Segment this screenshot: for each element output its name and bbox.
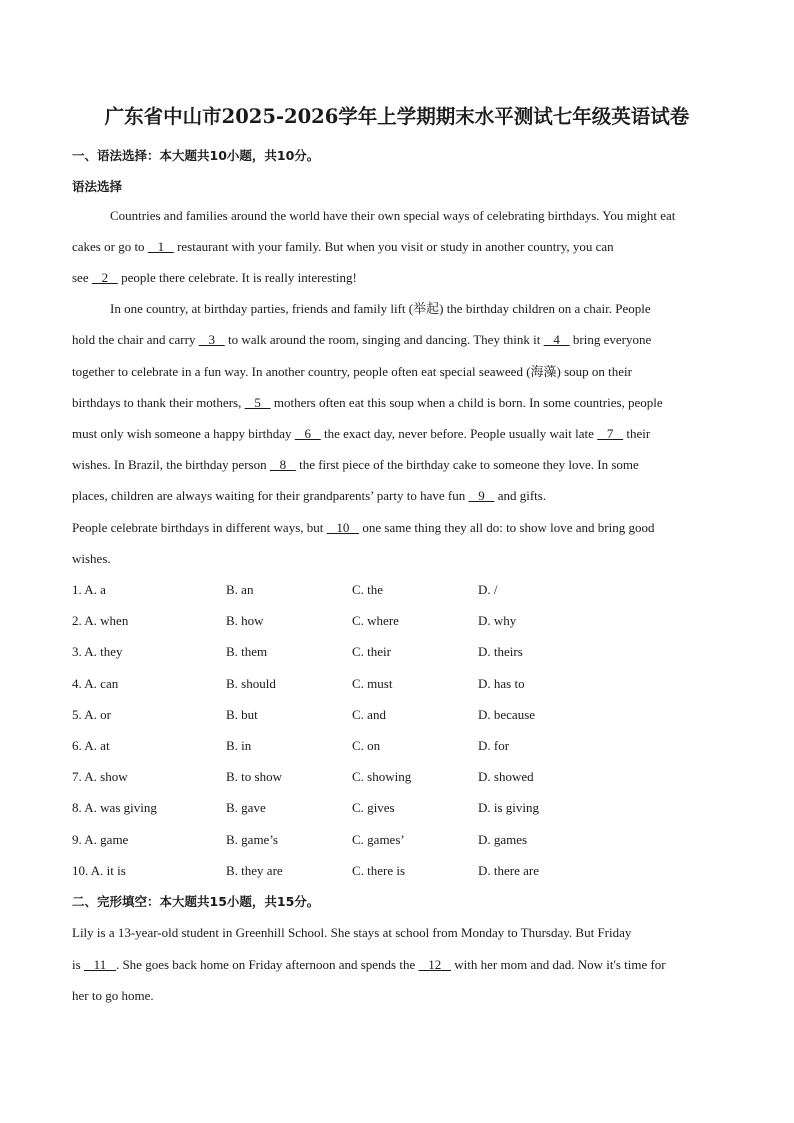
option-d[interactable]: D. there are: [478, 863, 539, 878]
blank-9: 9: [468, 488, 495, 503]
option-d[interactable]: D. theirs: [478, 644, 523, 659]
option-d[interactable]: D. for: [478, 738, 510, 753]
option-a[interactable]: 4. A. can: [72, 676, 119, 691]
option-d[interactable]: D. why: [478, 613, 517, 628]
option-a[interactable]: 6. A. at: [72, 738, 110, 753]
blank-6: 6: [294, 426, 321, 441]
passage-line: must only wish someone a happy birthday 6 the exact day, never before. People usually wait late 7 their: [72, 426, 651, 441]
option-b[interactable]: B. an: [226, 582, 254, 597]
passage-line: is 11 . She goes back home on Friday afternoon and spends the 12 with her mom and dad. Now it's time for: [72, 957, 666, 972]
option-b[interactable]: B. how: [226, 613, 264, 628]
option-c[interactable]: C. games’: [352, 832, 405, 847]
blank-2: 2: [91, 270, 118, 285]
option-a[interactable]: 1. A. a: [72, 582, 106, 597]
option-b[interactable]: B. in: [226, 738, 252, 753]
option-b[interactable]: B. should: [226, 676, 276, 691]
option-c[interactable]: C. their: [352, 644, 391, 659]
blank-10: 10: [326, 520, 360, 535]
blank-5: 5: [244, 395, 271, 410]
option-b[interactable]: B. them: [226, 644, 268, 659]
option-c[interactable]: C. on: [352, 738, 381, 753]
blank-11: 11: [83, 957, 116, 972]
option-c[interactable]: C. the: [352, 582, 384, 597]
option-d[interactable]: D. games: [478, 832, 528, 847]
section2-heading: 二、完形填空：本大题共15小题，共15分。: [72, 894, 320, 909]
blank-4: 4: [543, 332, 570, 347]
option-d[interactable]: D. has to: [478, 676, 525, 691]
section1-heading: 一、语法选择：本大题共10小题，共10分。: [72, 148, 320, 163]
page-title: 广东省中山市2025-2026学年上学期期末水平测试七年级英语试卷: [104, 105, 690, 128]
option-d[interactable]: D. is giving: [478, 800, 540, 815]
option-b[interactable]: B. to show: [226, 769, 282, 784]
option-b[interactable]: B. gave: [226, 800, 266, 815]
option-d[interactable]: D. because: [478, 707, 536, 722]
passage-line: wishes.: [72, 551, 111, 566]
passage-line: birthdays to thank their mothers, 5 mothers often eat this soup when a child is born. In some countries, people: [72, 395, 663, 410]
section1-subheading: 语法选择: [72, 179, 123, 194]
option-a[interactable]: 9. A. game: [72, 832, 129, 847]
passage-line: see 2 people there celebrate. It is really interesting!: [72, 270, 357, 285]
blank-12: 12: [418, 957, 451, 972]
option-c[interactable]: C. there is: [352, 863, 406, 878]
passage-line: Countries and families around the world have their own special ways of celebrating birthdays. You might eat: [110, 208, 676, 223]
option-a[interactable]: 8. A. was giving: [72, 800, 157, 815]
blank-1: 1: [147, 239, 174, 254]
option-c[interactable]: C. and: [352, 707, 386, 722]
option-a[interactable]: 2. A. when: [72, 613, 129, 628]
option-b[interactable]: B. they are: [226, 863, 283, 878]
blank-7: 7: [597, 426, 624, 441]
option-a[interactable]: 5. A. or: [72, 707, 111, 722]
option-c[interactable]: C. gives: [352, 800, 395, 815]
passage-line: cakes or go to 1 restaurant with your family. But when you visit or study in another country, you can: [72, 239, 614, 254]
blank-8: 8: [269, 457, 296, 472]
passage-line: her to go home.: [72, 988, 154, 1003]
passage-line: together to celebrate in a fun way. In another country, people often eat special seaweed (海藻) soup on their: [72, 364, 632, 379]
passage-line: places, children are always waiting for their grandparents’ party to have fun 9 and gifts.: [72, 488, 547, 503]
option-a[interactable]: 10. A. it is: [72, 863, 126, 878]
option-b[interactable]: B. game’s: [226, 832, 278, 847]
option-c[interactable]: C. showing: [352, 769, 412, 784]
passage-line: In one country, at birthday parties, friends and family lift (举起) the birthday children on a chair. People: [110, 301, 651, 316]
option-c[interactable]: C. must: [352, 676, 393, 691]
passage-line: hold the chair and carry 3 to walk around the room, singing and dancing. They think it 4 bring everyone: [72, 332, 652, 347]
option-a[interactable]: 3. A. they: [72, 644, 123, 659]
option-d[interactable]: D. showed: [478, 769, 534, 784]
option-d[interactable]: D. /: [478, 582, 498, 597]
passage-line: wishes. In Brazil, the birthday person 8 the first piece of the birthday cake to someone they love. In some: [72, 457, 639, 472]
blank-3: 3: [198, 332, 225, 347]
passage-line: People celebrate birthdays in different ways, but 10 one same thing they all do: to show love and bring good: [72, 520, 655, 535]
option-b[interactable]: B. but: [226, 707, 258, 722]
option-a[interactable]: 7. A. show: [72, 769, 128, 784]
option-c[interactable]: C. where: [352, 613, 399, 628]
passage-line: Lily is a 13-year-old student in Greenhill School. She stays at school from Monday to Thursday. But Friday: [72, 925, 632, 940]
